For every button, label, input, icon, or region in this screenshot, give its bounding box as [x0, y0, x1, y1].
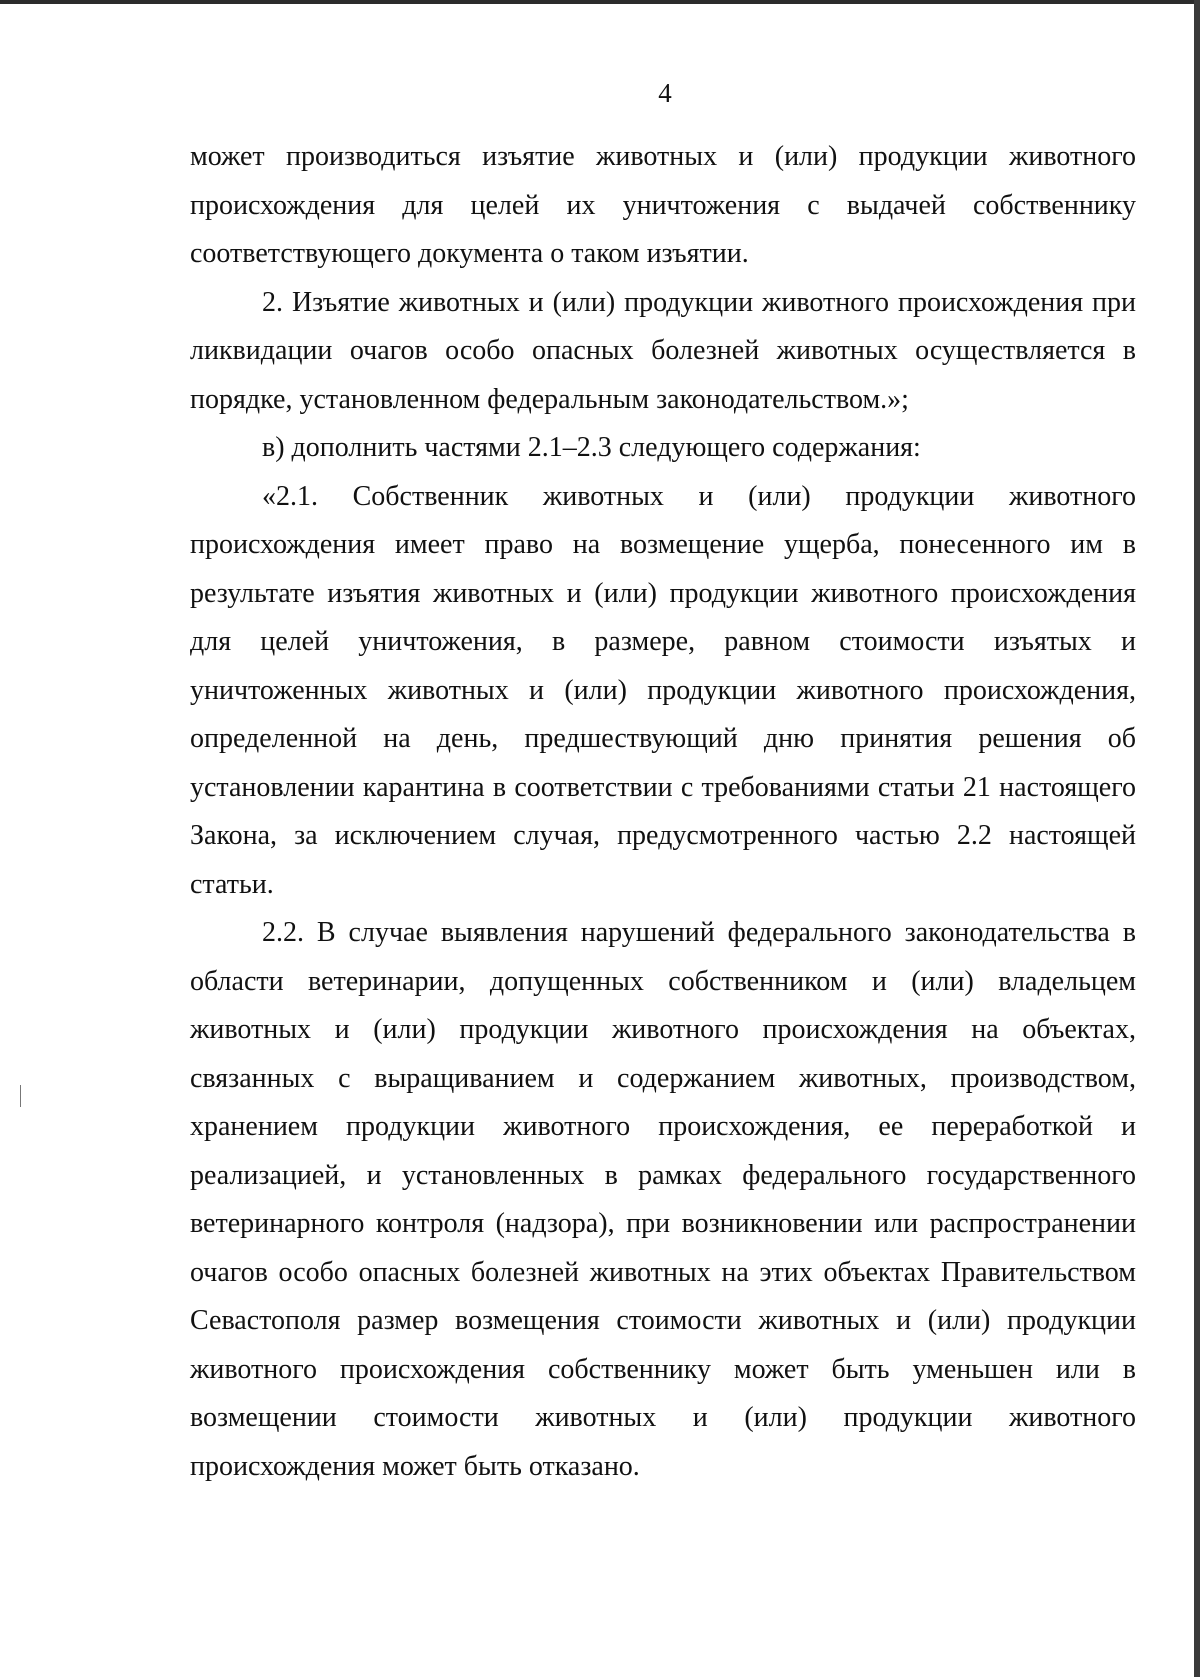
page-number: 4 — [658, 78, 672, 108]
paragraph-subitem-v: в) дополнить частями 2.1–2.3 следующего содержания: — [262, 432, 921, 463]
scan-right-edge — [1194, 0, 1200, 1677]
document-body — [190, 133, 1136, 1491]
scan-artifact-mark — [20, 1085, 21, 1107]
paragraph-continuation: может производиться изъятие животных и (или) продукции животного происхождения для целей их уничтожения с выдачей собственнику соответствующего документа о таком изъятии. — [190, 141, 1136, 269]
paragraph-part-2-1: «2.1. Собственник животных и (или) продукции животного происхождения имеет право на возмещение ущерба, понесенного им в результате изъятия животных и (или) продукции животного происхождения для целей уничтожения, в размере, равном стоимости изъятых и уничтоженных животных и (или) продукции животного происхождения, определенной на день, предшествующий дню принятия решения об установлении карантина в соответствии с требованиями статьи 21 настоящего Закона, за исключением случая, предусмотренного частью 2.2 настоящей статьи. — [190, 480, 1136, 900]
paragraph-item-2: 2. Изъятие животных и (или) продукции животного происхождения при ликвидации очагов особо опасных болезней животных осуществляется в порядке, установленном федеральным законодательством.»; — [190, 286, 1136, 415]
scan-top-edge — [0, 0, 1200, 4]
paragraph-part-2-2: 2.2. В случае выявления нарушений федерального законодательства в области ветеринарии, допущенных собственником и (или) владельцем животных и (или) продукции животного происхождения на объектах, связанных с выращиванием и содержанием животных, производством, хранением продукции животного происхождения, ее переработкой и реализацией, и установленных в рамках федерального государственного ветеринарного контроля (надзора), при возникновении или распространении очагов особо опасных болезней животных на этих объектах Правительством Севастополя размер возмещения стоимости животных и (или) продукции животного происхождения собственнику может быть уменьшен или в возмещении стоимости животных и (или) продукции животного происхождения может быть отказано. — [190, 917, 1136, 1482]
